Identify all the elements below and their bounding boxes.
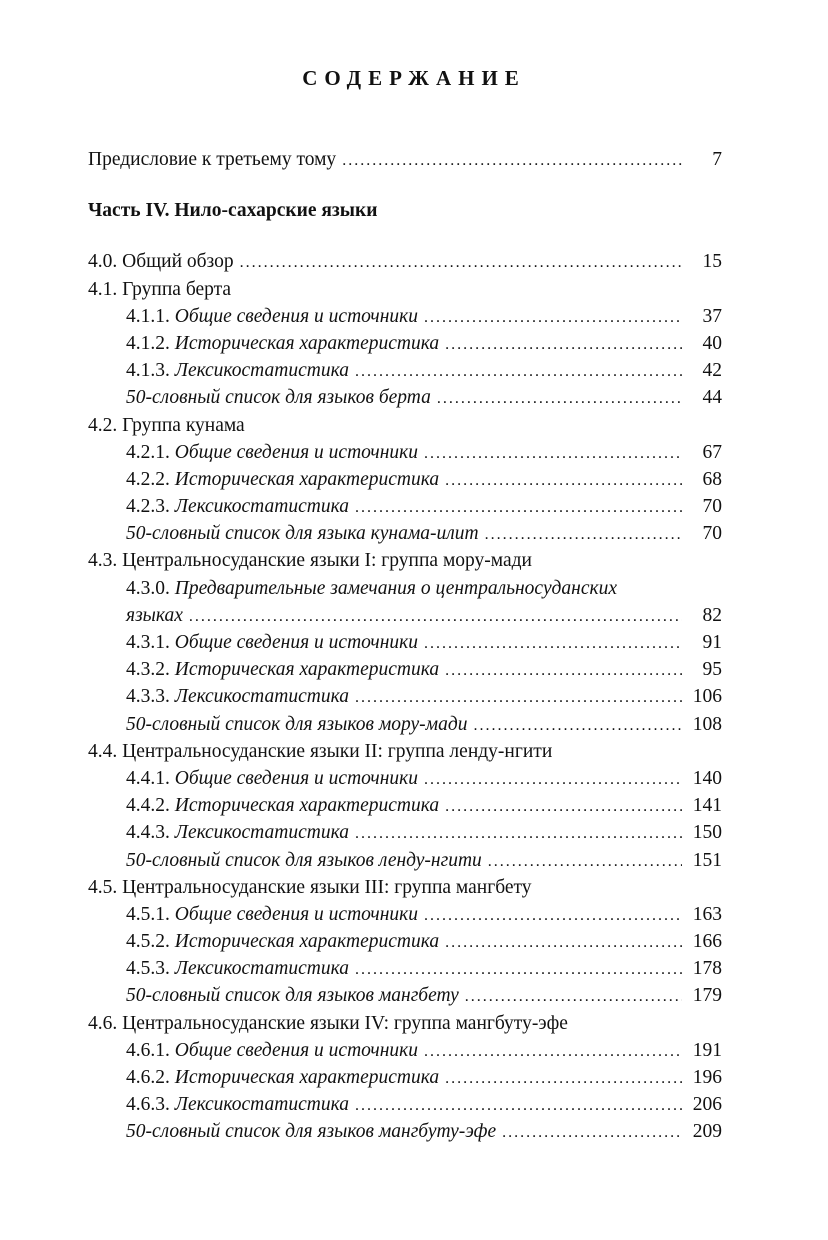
toc-section-number: 4.5.3. — [126, 958, 175, 980]
toc-section-number: 4.5. — [88, 876, 123, 898]
toc-entry — [88, 1010, 722, 1037]
dot-leader — [488, 848, 682, 875]
toc-section-title: Общие сведения и источники — [174, 903, 419, 925]
toc-entry-label — [88, 1010, 568, 1037]
toc-page-number: 40 — [702, 332, 722, 354]
toc-entry-label — [88, 547, 532, 574]
toc-page-number: 179 — [692, 985, 722, 1007]
toc-section-number: 4.4. — [88, 740, 123, 762]
toc-entry — [88, 1118, 722, 1145]
dot-leader — [355, 820, 682, 847]
toc-section-number: 4.1.3. — [126, 360, 175, 382]
toc-section-title: Историческая характеристика — [174, 332, 440, 354]
table-of-contents — [88, 146, 722, 1146]
toc-entry — [88, 493, 722, 520]
toc-page-number: 7 — [712, 149, 722, 170]
toc-entry-label — [126, 520, 479, 547]
dot-leader — [355, 956, 682, 983]
toc-section-number: 4.1.2. — [126, 332, 175, 354]
toc-section-title: Группа берта — [122, 278, 232, 300]
toc-section-number: 4.4.3. — [126, 822, 175, 844]
toc-section-number: 4.1. — [88, 278, 123, 300]
toc-entry — [88, 466, 722, 493]
toc-section-title: Общий обзор — [122, 251, 234, 273]
toc-page-number: 70 — [702, 496, 722, 518]
toc-entry-label — [126, 1091, 349, 1118]
toc-section-number: 4.6.2. — [126, 1067, 175, 1088]
toc-entry — [88, 439, 722, 466]
toc-entry-label — [126, 575, 617, 602]
toc-page-number: 42 — [702, 360, 722, 382]
toc-page-number: 91 — [702, 632, 722, 653]
dot-leader — [424, 766, 682, 793]
dot-leader — [424, 902, 682, 929]
toc-entry — [88, 248, 722, 275]
toc-section-number: 4.1.1. — [126, 305, 175, 327]
toc-page-number: 15 — [702, 251, 722, 273]
toc-section-title: Лексикостатистика — [174, 496, 349, 518]
dot-leader — [355, 684, 682, 711]
dot-leader — [445, 793, 682, 820]
toc-page-number: 163 — [692, 903, 722, 925]
toc-entry — [88, 575, 722, 602]
toc-section-title: Предварительные замечания о центральносуданских — [174, 577, 618, 599]
dot-leader — [424, 1038, 682, 1065]
toc-section-title: Общие сведения и источники — [174, 632, 419, 653]
toc-section-title: 50-словный список для языков мору-мади — [126, 713, 468, 735]
toc-page-number: 106 — [692, 686, 722, 708]
toc-entry — [88, 955, 722, 982]
toc-page-number: 206 — [692, 1094, 722, 1116]
dot-leader — [445, 1065, 682, 1092]
toc-section-number: 4.4.2. — [126, 795, 175, 817]
dot-leader — [424, 630, 682, 657]
toc-page-number: 68 — [702, 468, 722, 490]
toc-entry-label — [126, 819, 349, 846]
toc-section-number: 4.2.2. — [126, 468, 175, 490]
toc-entry-label — [126, 439, 418, 466]
toc-entry — [88, 602, 722, 629]
toc-section-title: Общие сведения и источники — [174, 767, 419, 789]
toc-section-title: Лексикостатистика — [174, 822, 349, 844]
toc-entry-label — [126, 711, 467, 738]
toc-section-title: 50-словный список для языка кунама-илит — [126, 523, 479, 545]
toc-entry — [88, 357, 722, 384]
toc-entry — [88, 928, 722, 955]
toc-section-title: Историческая характеристика — [174, 931, 440, 953]
toc-entry-label — [126, 1118, 496, 1145]
toc-entry-label — [126, 602, 183, 629]
toc-section-title: Лексикостатистика — [174, 360, 349, 382]
toc-section-number: 4.2. — [88, 414, 123, 436]
toc-section-number: 4.5.1. — [126, 903, 175, 925]
toc-entry-label — [126, 955, 349, 982]
toc-entry — [88, 1091, 722, 1118]
toc-entry — [88, 874, 722, 901]
toc-section-title: Общие сведения и источники — [174, 441, 419, 463]
toc-section-number: 4.4.1. — [126, 767, 175, 789]
toc-entry — [88, 683, 722, 710]
toc-section-title: 50-словный список для языков мангбуту-эфе — [126, 1121, 497, 1143]
dot-leader — [240, 249, 682, 276]
dot-leader — [473, 712, 682, 739]
toc-page-number: 196 — [692, 1067, 722, 1088]
toc-section-number: 4.6. — [88, 1012, 123, 1034]
toc-section-title: Общие сведения и источники — [174, 305, 419, 327]
dot-leader — [445, 467, 682, 494]
toc-page-number: 178 — [692, 958, 722, 980]
toc-entry — [88, 520, 722, 547]
toc-entry — [88, 711, 722, 738]
toc-entry-label — [126, 1037, 418, 1064]
toc-entry — [88, 901, 722, 928]
toc-section-number: 4.6.1. — [126, 1039, 175, 1061]
toc-entry-label — [88, 276, 231, 303]
toc-page-number: 151 — [692, 849, 722, 871]
toc-entry-label — [126, 847, 482, 874]
toc-entry — [88, 765, 722, 792]
toc-page-number: 141 — [692, 795, 722, 817]
toc-entry — [88, 982, 722, 1009]
toc-entry — [88, 547, 722, 574]
toc-page-number: 37 — [702, 305, 722, 327]
toc-entry-label — [126, 656, 439, 683]
toc-section-title: Группа кунама — [122, 414, 245, 436]
toc-section-title: Лексикостатистика — [174, 686, 349, 708]
toc-entry-label — [126, 384, 431, 411]
toc-section-number: 4.3.2. — [126, 659, 175, 681]
toc-section-number: 4.3.0. — [126, 577, 175, 599]
dot-leader — [342, 147, 682, 174]
dot-leader — [445, 331, 682, 358]
toc-section-title: Лексикостатистика — [174, 958, 349, 980]
toc-section-title: Историческая характеристика — [174, 1067, 440, 1088]
page-title: СОДЕРЖАНИЕ — [302, 66, 526, 90]
toc-entry — [88, 412, 722, 439]
toc-entry-label — [126, 466, 439, 493]
toc-page-number: 95 — [702, 659, 722, 681]
toc-entry-label — [88, 412, 245, 439]
toc-entry — [88, 330, 722, 357]
dot-leader — [445, 657, 682, 684]
toc-entry — [88, 303, 722, 330]
toc-section-number: 4.0. — [88, 251, 123, 273]
toc-entry — [88, 384, 722, 411]
dot-leader — [424, 440, 682, 467]
toc-page-number: 108 — [692, 713, 722, 735]
toc-page-number: 70 — [702, 523, 722, 545]
toc-entry — [88, 276, 722, 303]
toc-section-title: 50-словный список для языков мангбету — [126, 985, 459, 1007]
toc-entry-label — [88, 248, 234, 275]
toc-entry-label — [126, 1064, 439, 1091]
toc-entry-label — [126, 629, 418, 656]
dot-leader — [465, 983, 682, 1010]
toc-entry-label — [126, 357, 349, 384]
toc-entry — [88, 819, 722, 846]
toc-entry-label — [126, 303, 418, 330]
toc-page-number: 166 — [692, 931, 722, 953]
toc-entry-label — [126, 493, 349, 520]
toc-section-title: Центральносуданские языки IV: группа мангбуту-эфе — [122, 1012, 568, 1034]
dot-leader — [485, 521, 682, 548]
dot-leader — [355, 358, 682, 385]
dot-leader — [189, 603, 682, 630]
toc-section-title: 50-словный список для языков ленду-нгити — [126, 849, 482, 871]
toc-section-title: Историческая характеристика — [174, 795, 440, 817]
dot-leader — [445, 929, 682, 956]
toc-entry — [88, 792, 722, 819]
toc-entry-label — [126, 683, 349, 710]
toc-entry-label: Предисловие к третьему тому — [88, 149, 337, 170]
toc-section-title: Общие сведения и источники — [174, 1039, 419, 1061]
toc-section-title: Историческая характеристика — [174, 659, 440, 681]
toc-entry-label — [126, 901, 418, 928]
part-heading-label: Часть IV. Нило-сахарские языки — [88, 200, 378, 222]
toc-entry-label — [126, 330, 439, 357]
toc-entry-label — [126, 928, 439, 955]
dot-leader — [355, 494, 682, 521]
toc-entry-label — [126, 982, 459, 1009]
toc-entry — [88, 847, 722, 874]
toc-entry — [88, 1037, 722, 1064]
dot-leader — [437, 385, 682, 412]
dot-leader — [502, 1119, 682, 1146]
toc-entry — [88, 629, 722, 656]
toc-section-title: Центральносуданские языки III: группа мангбету — [122, 876, 532, 898]
toc-section-title: Лексикостатистика — [174, 1094, 349, 1116]
toc-page-number: 150 — [692, 822, 722, 844]
toc-entry-label — [88, 738, 552, 765]
toc-section-title: языках — [126, 604, 183, 626]
toc-section-title: Центральносуданские языки I: группа мору-мади — [122, 550, 532, 572]
toc-entry-label — [88, 874, 532, 901]
toc-page-number: 140 — [692, 767, 722, 789]
toc-section-number: 4.6.3. — [126, 1094, 175, 1116]
toc-section-title: 50-словный список для языков берта — [126, 387, 431, 409]
toc-section-number: 4.3.1. — [126, 632, 175, 653]
toc-section-number: 4.3. — [88, 550, 123, 572]
toc-page-number: 82 — [702, 604, 722, 626]
toc-section-number: 4.2.3. — [126, 496, 175, 518]
dot-leader — [424, 304, 682, 331]
dot-leader — [355, 1092, 682, 1119]
toc-page-number: 44 — [702, 387, 722, 409]
toc-entry — [88, 738, 722, 765]
toc-entry-preface — [88, 146, 722, 173]
part-heading — [88, 197, 722, 224]
toc-section-number: 4.2.1. — [126, 441, 175, 463]
toc-entry — [88, 1064, 722, 1091]
toc-entry-label — [126, 792, 439, 819]
toc-entries — [88, 248, 722, 1145]
toc-page-number: 191 — [692, 1039, 722, 1061]
toc-section-number: 4.5.2. — [126, 931, 175, 953]
toc-page-number: 67 — [702, 441, 722, 463]
toc-page-number: 209 — [692, 1121, 722, 1143]
toc-section-title: Центральносуданские языки II: группа ленду-нгити — [122, 740, 553, 762]
toc-entry-label — [126, 765, 418, 792]
toc-entry — [88, 656, 722, 683]
toc-section-number: 4.3.3. — [126, 686, 175, 708]
toc-section-title: Историческая характеристика — [174, 468, 440, 490]
